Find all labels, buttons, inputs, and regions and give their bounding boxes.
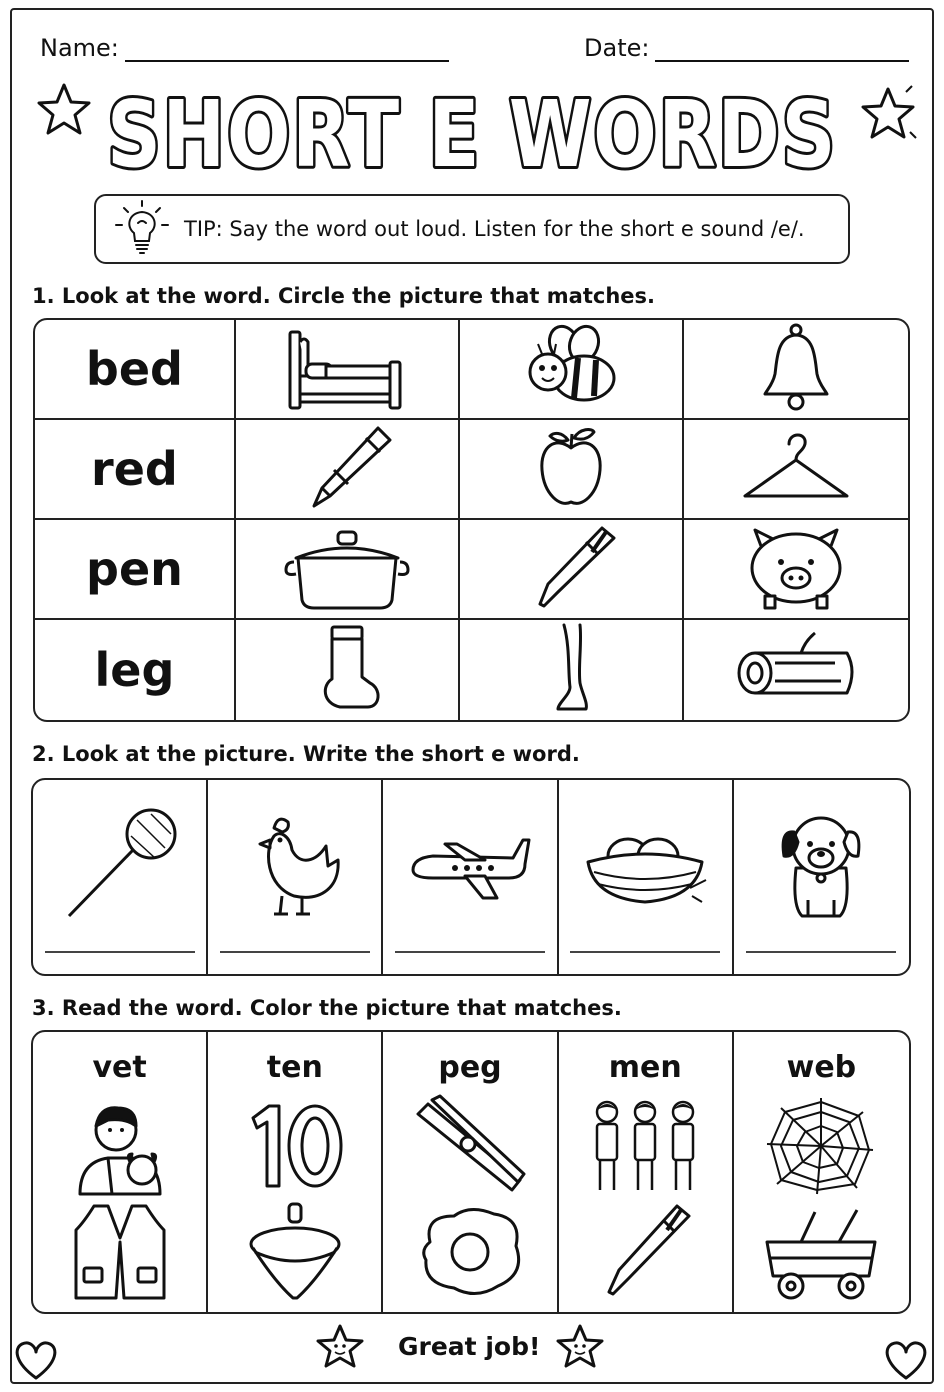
write-cell — [559, 780, 734, 974]
answer-line[interactable] — [746, 951, 896, 953]
color-cell — [33, 1032, 208, 1312]
table-row — [35, 420, 908, 520]
date-field[interactable] — [584, 34, 909, 62]
word-label: peg — [438, 1050, 502, 1085]
table-row — [35, 320, 908, 420]
name-write-line[interactable] — [125, 34, 449, 62]
section-3-heading: 3. Read the word. Color the picture that matches. — [32, 996, 622, 1020]
title-text: SHORT E WORDS — [107, 81, 837, 188]
tip-box — [94, 194, 850, 264]
heart-icon — [887, 1343, 925, 1378]
section-3-table — [31, 1030, 911, 1314]
egg-icon[interactable] — [410, 1202, 530, 1302]
word-cell: red — [35, 420, 236, 520]
answer-line[interactable] — [220, 951, 370, 953]
leg-icon — [506, 623, 636, 713]
color-cell — [208, 1032, 383, 1312]
write-cell — [208, 780, 383, 974]
pen-icon — [506, 522, 636, 612]
picture-option[interactable] — [236, 620, 460, 720]
color-cell — [734, 1032, 909, 1312]
bee-icon — [506, 322, 636, 412]
pig-icon — [731, 522, 861, 612]
spider-web-icon[interactable] — [761, 1096, 881, 1196]
picture-option[interactable] — [236, 420, 460, 520]
section-1-heading: 1. Look at the word. Circle the picture that matches. — [32, 284, 655, 308]
picture-option[interactable] — [236, 320, 460, 420]
word-label: web — [786, 1050, 857, 1085]
wagon-icon[interactable] — [761, 1202, 881, 1302]
bell-icon — [731, 322, 861, 412]
color-cell — [559, 1032, 734, 1312]
word-label: vet — [92, 1050, 147, 1085]
pen-icon[interactable] — [585, 1202, 705, 1302]
star-icon — [318, 1326, 362, 1366]
crayon-icon — [282, 422, 412, 512]
picture-option[interactable] — [236, 520, 460, 620]
name-field[interactable] — [40, 34, 449, 62]
heart-icon — [17, 1343, 55, 1378]
great-job-text: Great job! — [398, 1332, 541, 1361]
section-2-table — [31, 778, 911, 976]
write-cell — [734, 780, 909, 974]
picture-option[interactable] — [684, 520, 908, 620]
pet-dog-icon — [756, 806, 886, 926]
spinning-top-icon[interactable] — [235, 1202, 355, 1302]
picture-option[interactable] — [460, 620, 684, 720]
date-label: Date: — [584, 34, 650, 62]
answer-line[interactable] — [570, 951, 720, 953]
word-cell: bed — [35, 320, 236, 420]
vest-icon[interactable] — [60, 1202, 180, 1302]
picture-option[interactable] — [460, 320, 684, 420]
picture-option[interactable] — [684, 420, 908, 520]
name-label: Name: — [40, 34, 119, 62]
star-icon — [558, 1326, 602, 1366]
answer-line[interactable] — [45, 951, 195, 953]
table-row — [35, 520, 908, 620]
answer-line[interactable] — [395, 951, 545, 953]
word-cell: pen — [35, 520, 236, 620]
table-row — [33, 1032, 909, 1312]
table-row — [35, 620, 908, 720]
vet-icon[interactable] — [60, 1096, 180, 1196]
section-2-heading: 2. Look at the picture. Write the short e word. — [32, 742, 580, 766]
table-row — [33, 780, 909, 974]
jet-icon — [405, 806, 535, 926]
bed-icon — [282, 322, 412, 412]
net-icon — [55, 806, 185, 926]
write-cell — [33, 780, 208, 974]
sock-icon — [282, 623, 412, 713]
hen-icon — [230, 806, 360, 926]
clothespin-icon[interactable] — [410, 1096, 530, 1196]
word-label: men — [608, 1050, 682, 1085]
star-icon — [860, 86, 916, 140]
section-1-table — [33, 318, 910, 722]
star-icon — [36, 82, 92, 136]
pot-icon — [282, 522, 412, 612]
tip-text: TIP: Say the word out loud. Listen for the short e sound /e/. — [184, 217, 805, 241]
picture-option[interactable] — [684, 320, 908, 420]
word-label: ten — [266, 1050, 323, 1085]
picture-option[interactable] — [684, 620, 908, 720]
hanger-icon — [731, 422, 861, 512]
picture-option[interactable] — [460, 420, 684, 520]
word-cell: leg — [35, 620, 236, 720]
nest-icon — [580, 806, 710, 926]
date-write-line[interactable] — [655, 34, 909, 62]
lightbulb-icon — [114, 199, 170, 259]
log-icon — [731, 623, 861, 713]
write-cell — [383, 780, 558, 974]
picture-option[interactable] — [460, 520, 684, 620]
three-men-icon[interactable] — [585, 1096, 705, 1196]
number-ten-icon[interactable] — [235, 1096, 355, 1196]
apple-icon — [506, 422, 636, 512]
worksheet-title — [100, 78, 844, 188]
color-cell — [383, 1032, 558, 1312]
